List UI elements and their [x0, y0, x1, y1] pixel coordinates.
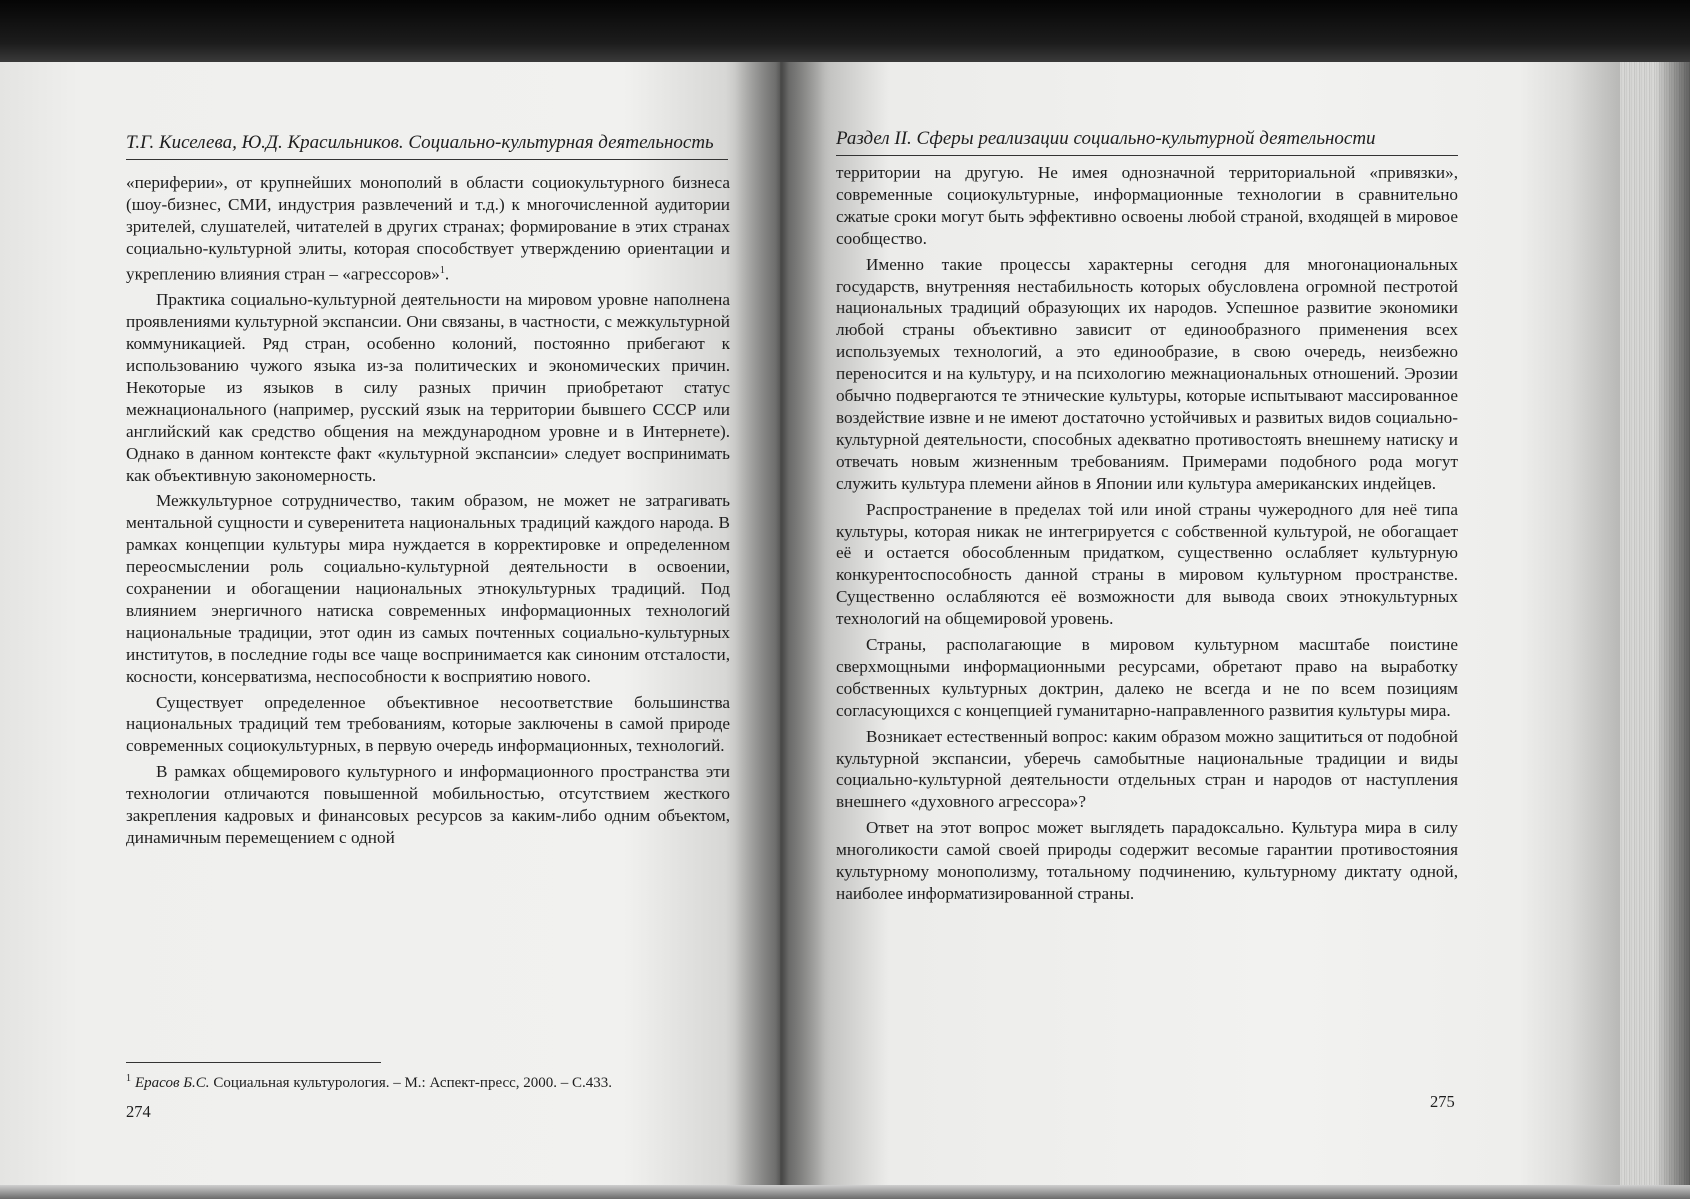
- right-paragraph-4: Страны, располагающие в мировом культурном масштабе поистине сверхмощными информационными ресурсами, обретают право на выработку собственных культурных доктрин, далеко не всегда и не по всем позициям согласующихся с концепцией гуманитарно-направленного развития культуры мира.: [836, 635, 1458, 720]
- left-page: [0, 62, 780, 1187]
- left-paragraph-1-text: «периферии», от крупнейших монополий в области социокультурного бизнеса (шоу-бизнес, СМИ, индустрия развлечений и т.д.) к многочисленной аудитории зрителей, слушателей, читателей в других странах; формирование в этих странах социально-культурной элиты, которая способствует утверждению ориентации и укреплению влияния стран – «агрессоров»: [126, 173, 730, 284]
- left-paragraph-4: Существует определенное объективное несоответствие большинства национальных традиций тем требованиям, которые заключены в самой природе современных социокультурных, в первую очередь информационных, технологий.: [126, 692, 730, 756]
- footnote-author: Ерасов Б.С.: [135, 1075, 210, 1091]
- footnote-text: Социальная культурология. – М.: Аспект-пресс, 2000. – С.433.: [213, 1075, 613, 1091]
- footnote-reference: 1: [439, 264, 445, 276]
- scanner-border-bottom: [0, 1185, 1690, 1199]
- page-edge-shadow: [1655, 62, 1690, 1187]
- left-paragraph-5: В рамках общемирового культурного и информационного пространства эти технологии отличаются повышенной мобильностью, отсутствием жесткого закрепления кадровых и финансовых ресурсов за каким-либо одним объектом, динамичным перемещением с одной: [126, 762, 730, 848]
- left-paragraph-1: «периферии», от крупнейших монополий в области социокультурного бизнеса (шоу-бизнес, СМИ, индустрия развлечений и т.д.) к многочисленной аудитории зрителей, слушателей, читателей в других странах; формирование в этих странах социально-культурной элиты, которая способствует утверждению ориентации и укреплению влияния стран – «агрессоров»$^1$.: [126, 173, 730, 284]
- right-paragraph-6: Ответ на этот вопрос может выглядеть парадоксально. Культура мира в силу многоликости самой своей природы содержит весомые гарантии противостояния культурному монополизму, тотальному подчинению, культурному диктату одной, наиболее информатизированной страны.: [836, 818, 1458, 903]
- right-page-body: [836, 162, 1458, 905]
- footnote: [126, 1073, 726, 1092]
- left-page-body: [126, 172, 730, 849]
- right-paragraph-5: Возникает естественный вопрос: каким образом можно защититься от подобной культурной экспансии, уберечь самобытные национальные традиции и виды социально-культурной деятельности отдельных стран и народов от наступления внешнего «духовного агрессора»?: [836, 726, 1458, 812]
- left-paragraph-3: Межкультурное сотрудничество, таким образом, не может не затрагивать ментальной сущности и суверенитета национальных традиций каждого народа. В рамках концепции культуры мира нуждается в корректировке и определенном переосмыслении роль социально-культурной деятельности в освоении, сохранении и обогащении национальных этнокультурных традиций. Под влиянием энергичного натиска современных информационных технологий национальные традиции, этот один из самых почтенных социально-культурных институтов, в последние годы все чаще воспринимается как синоним отсталости, косности, консерватизма, неспособности к восприятию нового.: [126, 491, 730, 686]
- right-paragraph-3: Распространение в пределах той или иной страны чужеродного для неё типа культуры, которая никак не интегрируется с собственной культурой, не обогащает её и остается обособленным придатком, существенно ослабляет культурную конкурентоспособность данной страны в мировом культурном пространстве. Существенно ослабляются её возможности для вывода своих этнокультурных технологий на общемировой уровень.: [836, 499, 1458, 629]
- left-page-number: 274: [126, 1102, 151, 1121]
- left-running-header: Т.Г. Киселева, Ю.Д. Красильников. Социально-культурная деятельность: [126, 132, 728, 160]
- right-page: [780, 62, 1620, 1187]
- footnote-separator: [126, 1062, 381, 1063]
- right-running-header: Раздел II. Сферы реализации социально-культурной деятельности: [836, 128, 1458, 156]
- right-paragraph-2: Именно такие процессы характерны сегодня для многонациональных государств, внутренняя нестабильность которых обусловлена огромной пестротой национальных традиций образующих их народов. Успешное развитие экономики любой страны объективно зависит от единообразного применения всех используемых технологий, а это единообразие, в свою очередь, неизбежно переносится и на культуру, и на психологию межнациональных отношений. Эрозии обычно подвергаются те этнические культуры, которые испытывают массированное воздействие извне и не имеют достаточно устойчивых и развитых видов социально-культурной деятельности, способных адекватно противостоять внешнему натиску и отвечать новым жизненным требованиям. Примерами подобного рода могут служить культура племени айнов в Японии или культура американских индейцев.: [836, 254, 1458, 493]
- left-paragraph-2: Практика социально-культурной деятельности на мировом уровне наполнена проявлениями культурной экспансии. Они связаны, в частности, с межкультурной коммуникацией. Ряд стран, особенно колоний, постоянно прибегают к использованию чужого языка из-за политических и экономических причин. Некоторые из языков в силу разных причин приобретают статус межнационального (например, русский язык на территории бывшего СССР или английский как средство общения на международном уровне и в Интернете). Однако в данном контексте факт «культурной экспансии» следует воспринимать как объективную закономерность.: [126, 290, 730, 485]
- footnote-mark: 1: [126, 1073, 131, 1084]
- right-page-number: 275: [1430, 1092, 1455, 1111]
- scanner-dark-border-top: [0, 0, 1690, 62]
- right-paragraph-1: территории на другую. Не имея однозначной территориальной «привязки», современные социокультурные, информационные технологии в сравнительно сжатые сроки могут быть эффективно освоены любой страной, входящей в мировое сообщество.: [836, 163, 1458, 248]
